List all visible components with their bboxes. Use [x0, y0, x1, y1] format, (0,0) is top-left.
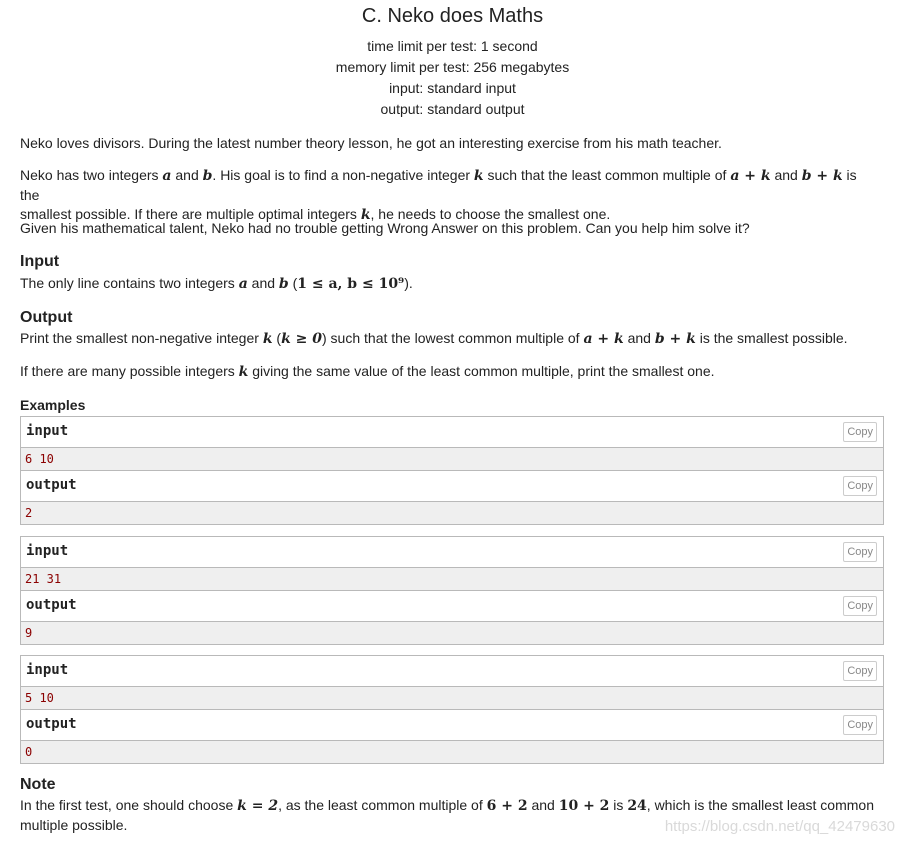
input-heading: Input	[20, 253, 60, 270]
example-input-label: input	[26, 662, 69, 678]
example-1	[20, 416, 884, 525]
examples-heading: Examples	[20, 397, 86, 413]
example-input-value: 6 10	[25, 452, 54, 466]
output-heading: Output	[20, 309, 73, 326]
note-heading: Note	[20, 776, 56, 793]
output-text-2: If there are many possible integers k giving the same value of the least common multiple, print the smallest one.	[20, 363, 715, 380]
example-3	[20, 655, 884, 764]
statement-paragraph-1: Neko loves divisors. During the latest number theory lesson, he got an interesting exercise from his math teacher.	[20, 135, 722, 151]
statement-paragraph-3: Given his mathematical talent, Neko had no trouble getting Wrong Answer on this problem. Can you help him solve it?	[20, 220, 750, 236]
example-output-value: 2	[25, 506, 33, 520]
statement-paragraph-2: Neko has two integers a and b. His goal is to find a non-negative integer k such that the least common multiple of a + k and b + k is the smallest possible. If there are multiple optimal integers k, he needs to choose the smallest one.	[20, 167, 857, 223]
example-output-value: 9	[25, 626, 33, 640]
copy-button[interactable]: Copy	[843, 715, 877, 735]
copy-button[interactable]: Copy	[843, 661, 877, 681]
example-output-label: output	[26, 477, 77, 493]
copy-button[interactable]: Copy	[843, 596, 877, 616]
example-output-label: output	[26, 716, 77, 732]
time-limit: time limit per test: 1 second	[367, 38, 538, 54]
copy-button[interactable]: Copy	[843, 542, 877, 562]
output-text: Print the smallest non-negative integer k (k ≥ 0) such that the lowest common multiple of a + k and b + k is the smallest possible.	[20, 330, 848, 347]
copy-button[interactable]: Copy	[843, 422, 877, 442]
example-input-value: 5 10	[25, 691, 54, 705]
example-2	[20, 536, 884, 645]
memory-limit: memory limit per test: 256 megabytes	[335, 59, 570, 75]
example-input-value: 21 31	[25, 572, 62, 586]
example-input-label: input	[26, 543, 69, 559]
copy-button[interactable]: Copy	[843, 476, 877, 496]
input-text: The only line contains two integers a and b (1 ≤ a, b ≤ 10⁹).	[20, 275, 413, 292]
note-text: In the first test, one should choose k = 2, as the least common multiple of 6 + 2 and 10 + 2 is 24, which is the smallest least common multiple possible.	[20, 797, 874, 833]
watermark: https://blog.csdn.net/qq_42479630	[664, 818, 895, 835]
problem-title: C. Neko does Maths	[361, 5, 544, 27]
input-file: input: standard input	[389, 80, 516, 96]
example-output-label: output	[26, 597, 77, 613]
example-input-label: input	[26, 423, 69, 439]
example-output-value: 0	[25, 745, 33, 759]
output-file: output: standard output	[380, 101, 525, 117]
